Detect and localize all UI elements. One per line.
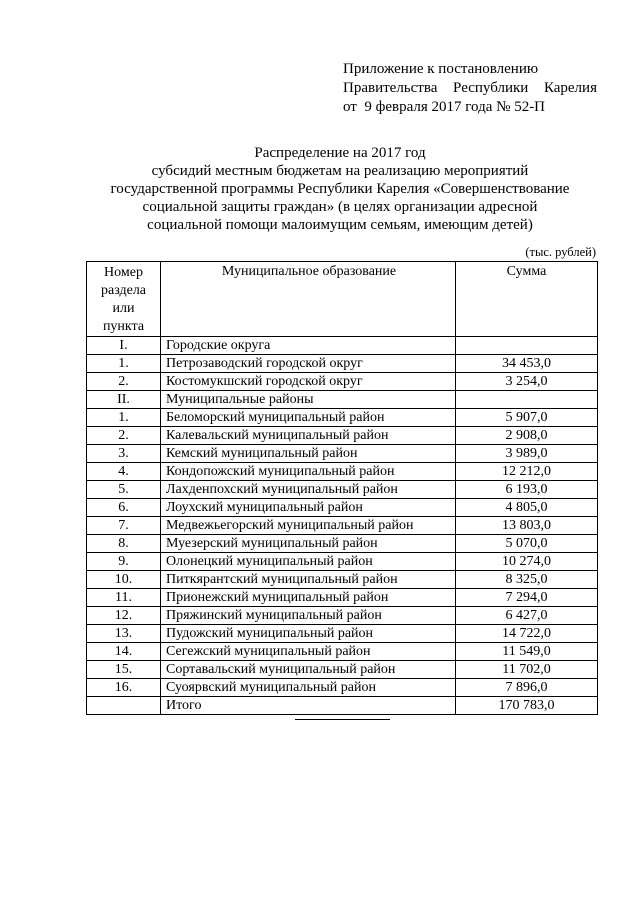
row-sum: 14 722,0 — [456, 625, 598, 643]
row-sum — [456, 337, 598, 355]
table-row — [87, 445, 598, 463]
appendix-reference — [343, 60, 597, 117]
table-row — [87, 463, 598, 481]
row-municipality: Олонецкий муниципальный район — [161, 553, 456, 571]
row-municipality: Муезерский муниципальный район — [161, 535, 456, 553]
row-sum: 11 549,0 — [456, 643, 598, 661]
row-municipality: Кемский муниципальный район — [161, 445, 456, 463]
row-sum: 34 453,0 — [456, 355, 598, 373]
row-municipality: Городские округа — [161, 337, 456, 355]
row-municipality: Пряжинский муниципальный район — [161, 607, 456, 625]
appendix-line-3: от 9 февраля 2017 года № 52-П — [343, 99, 546, 115]
row-number: 9. — [87, 553, 161, 571]
row-sum: 2 908,0 — [456, 427, 598, 445]
row-municipality: Беломорский муниципальный район — [161, 409, 456, 427]
row-sum: 3 989,0 — [456, 445, 598, 463]
table-row — [87, 625, 598, 643]
row-sum: 6 427,0 — [456, 607, 598, 625]
row-number: 15. — [87, 661, 161, 679]
row-number: 4. — [87, 463, 161, 481]
row-municipality: Петрозаводский городской округ — [161, 355, 456, 373]
row-sum: 4 805,0 — [456, 499, 598, 517]
row-number: II. — [87, 391, 161, 409]
header-number — [87, 262, 161, 337]
row-municipality: Итого — [161, 697, 456, 715]
appendix-line-2 — [343, 79, 597, 98]
table-row — [87, 517, 598, 535]
appendix-line-1: Приложение к постановлению — [343, 61, 539, 77]
row-number: 11. — [87, 589, 161, 607]
row-sum: 170 783,0 — [456, 697, 598, 715]
header-number-line: Номер — [104, 265, 143, 280]
header-number-line: или — [112, 301, 135, 316]
header-sum: Сумма — [456, 262, 598, 337]
row-sum: 10 274,0 — [456, 553, 598, 571]
table-row — [87, 571, 598, 589]
row-sum: 3 254,0 — [456, 373, 598, 391]
row-number: 1. — [87, 355, 161, 373]
header-number-line: раздела — [100, 283, 147, 298]
row-sum: 6 193,0 — [456, 481, 598, 499]
subsidy-table — [86, 261, 598, 715]
row-number: 10. — [87, 571, 161, 589]
title-line: государственной программы Республики Карелия «Совершенствование — [110, 181, 570, 197]
row-number: I. — [87, 337, 161, 355]
table-row — [87, 643, 598, 661]
table-row — [87, 661, 598, 679]
row-municipality: Костомукшский городской округ — [161, 373, 456, 391]
row-sum: 13 803,0 — [456, 517, 598, 535]
closing-line — [295, 719, 390, 720]
table-row — [87, 697, 598, 715]
row-municipality: Муниципальные районы — [161, 391, 456, 409]
table-row — [87, 373, 598, 391]
title-line: субсидий местным бюджетам на реализацию мероприятий — [151, 163, 529, 179]
row-sum: 11 702,0 — [456, 661, 598, 679]
row-number: 6. — [87, 499, 161, 517]
row-municipality: Медвежьегорский муниципальный район — [161, 517, 456, 535]
appendix-word: Карелия — [543, 80, 597, 96]
table-row — [87, 355, 598, 373]
table-row — [87, 499, 598, 517]
row-sum: 7 294,0 — [456, 589, 598, 607]
row-number: 13. — [87, 625, 161, 643]
row-number: 2. — [87, 427, 161, 445]
row-municipality: Кондопожский муниципальный район — [161, 463, 456, 481]
table-row — [87, 535, 598, 553]
row-municipality: Сортавальский муниципальный район — [161, 661, 456, 679]
row-number: 2. — [87, 373, 161, 391]
row-sum: 12 212,0 — [456, 463, 598, 481]
table-row — [87, 391, 598, 409]
row-municipality: Прионежский муниципальный район — [161, 589, 456, 607]
row-number: 7. — [87, 517, 161, 535]
header-municipality: Муниципальное образование — [161, 262, 456, 337]
title-line: Распределение на 2017 год — [254, 145, 426, 161]
row-number: 8. — [87, 535, 161, 553]
row-municipality: Лахденпохский муниципальный район — [161, 481, 456, 499]
row-number: 14. — [87, 643, 161, 661]
title-line: социальной помощи малоимущим семьям, имеющим детей) — [147, 217, 533, 233]
header-number-line: пункта — [102, 319, 145, 334]
row-sum: 8 325,0 — [456, 571, 598, 589]
row-municipality: Суоярвский муниципальный район — [161, 679, 456, 697]
row-municipality: Калевальский муниципальный район — [161, 427, 456, 445]
table-row — [87, 481, 598, 499]
row-municipality: Сегежский муниципальный район — [161, 643, 456, 661]
table-row — [87, 427, 598, 445]
row-municipality: Лоухский муниципальный район — [161, 499, 456, 517]
document-title — [80, 144, 600, 234]
row-municipality: Питкярантский муниципальный район — [161, 571, 456, 589]
row-number: 16. — [87, 679, 161, 697]
row-municipality: Пудожский муниципальный район — [161, 625, 456, 643]
appendix-word: Правительства — [343, 80, 438, 96]
row-sum: 5 907,0 — [456, 409, 598, 427]
table-row — [87, 337, 598, 355]
units-label: (тыс. рублей) — [525, 245, 596, 259]
row-number — [87, 697, 161, 715]
table-row — [87, 409, 598, 427]
row-number: 5. — [87, 481, 161, 499]
table-row — [87, 679, 598, 697]
row-sum — [456, 391, 598, 409]
row-number: 1. — [87, 409, 161, 427]
row-number: 12. — [87, 607, 161, 625]
table-header-row — [87, 262, 598, 337]
table-body — [87, 337, 598, 715]
row-sum: 5 070,0 — [456, 535, 598, 553]
table-row — [87, 589, 598, 607]
row-sum: 7 896,0 — [456, 679, 598, 697]
table-row — [87, 607, 598, 625]
row-number: 3. — [87, 445, 161, 463]
table-row — [87, 553, 598, 571]
appendix-word: Республики — [453, 80, 529, 96]
title-line: социальной защиты граждан» (в целях организации адресной — [142, 199, 538, 215]
